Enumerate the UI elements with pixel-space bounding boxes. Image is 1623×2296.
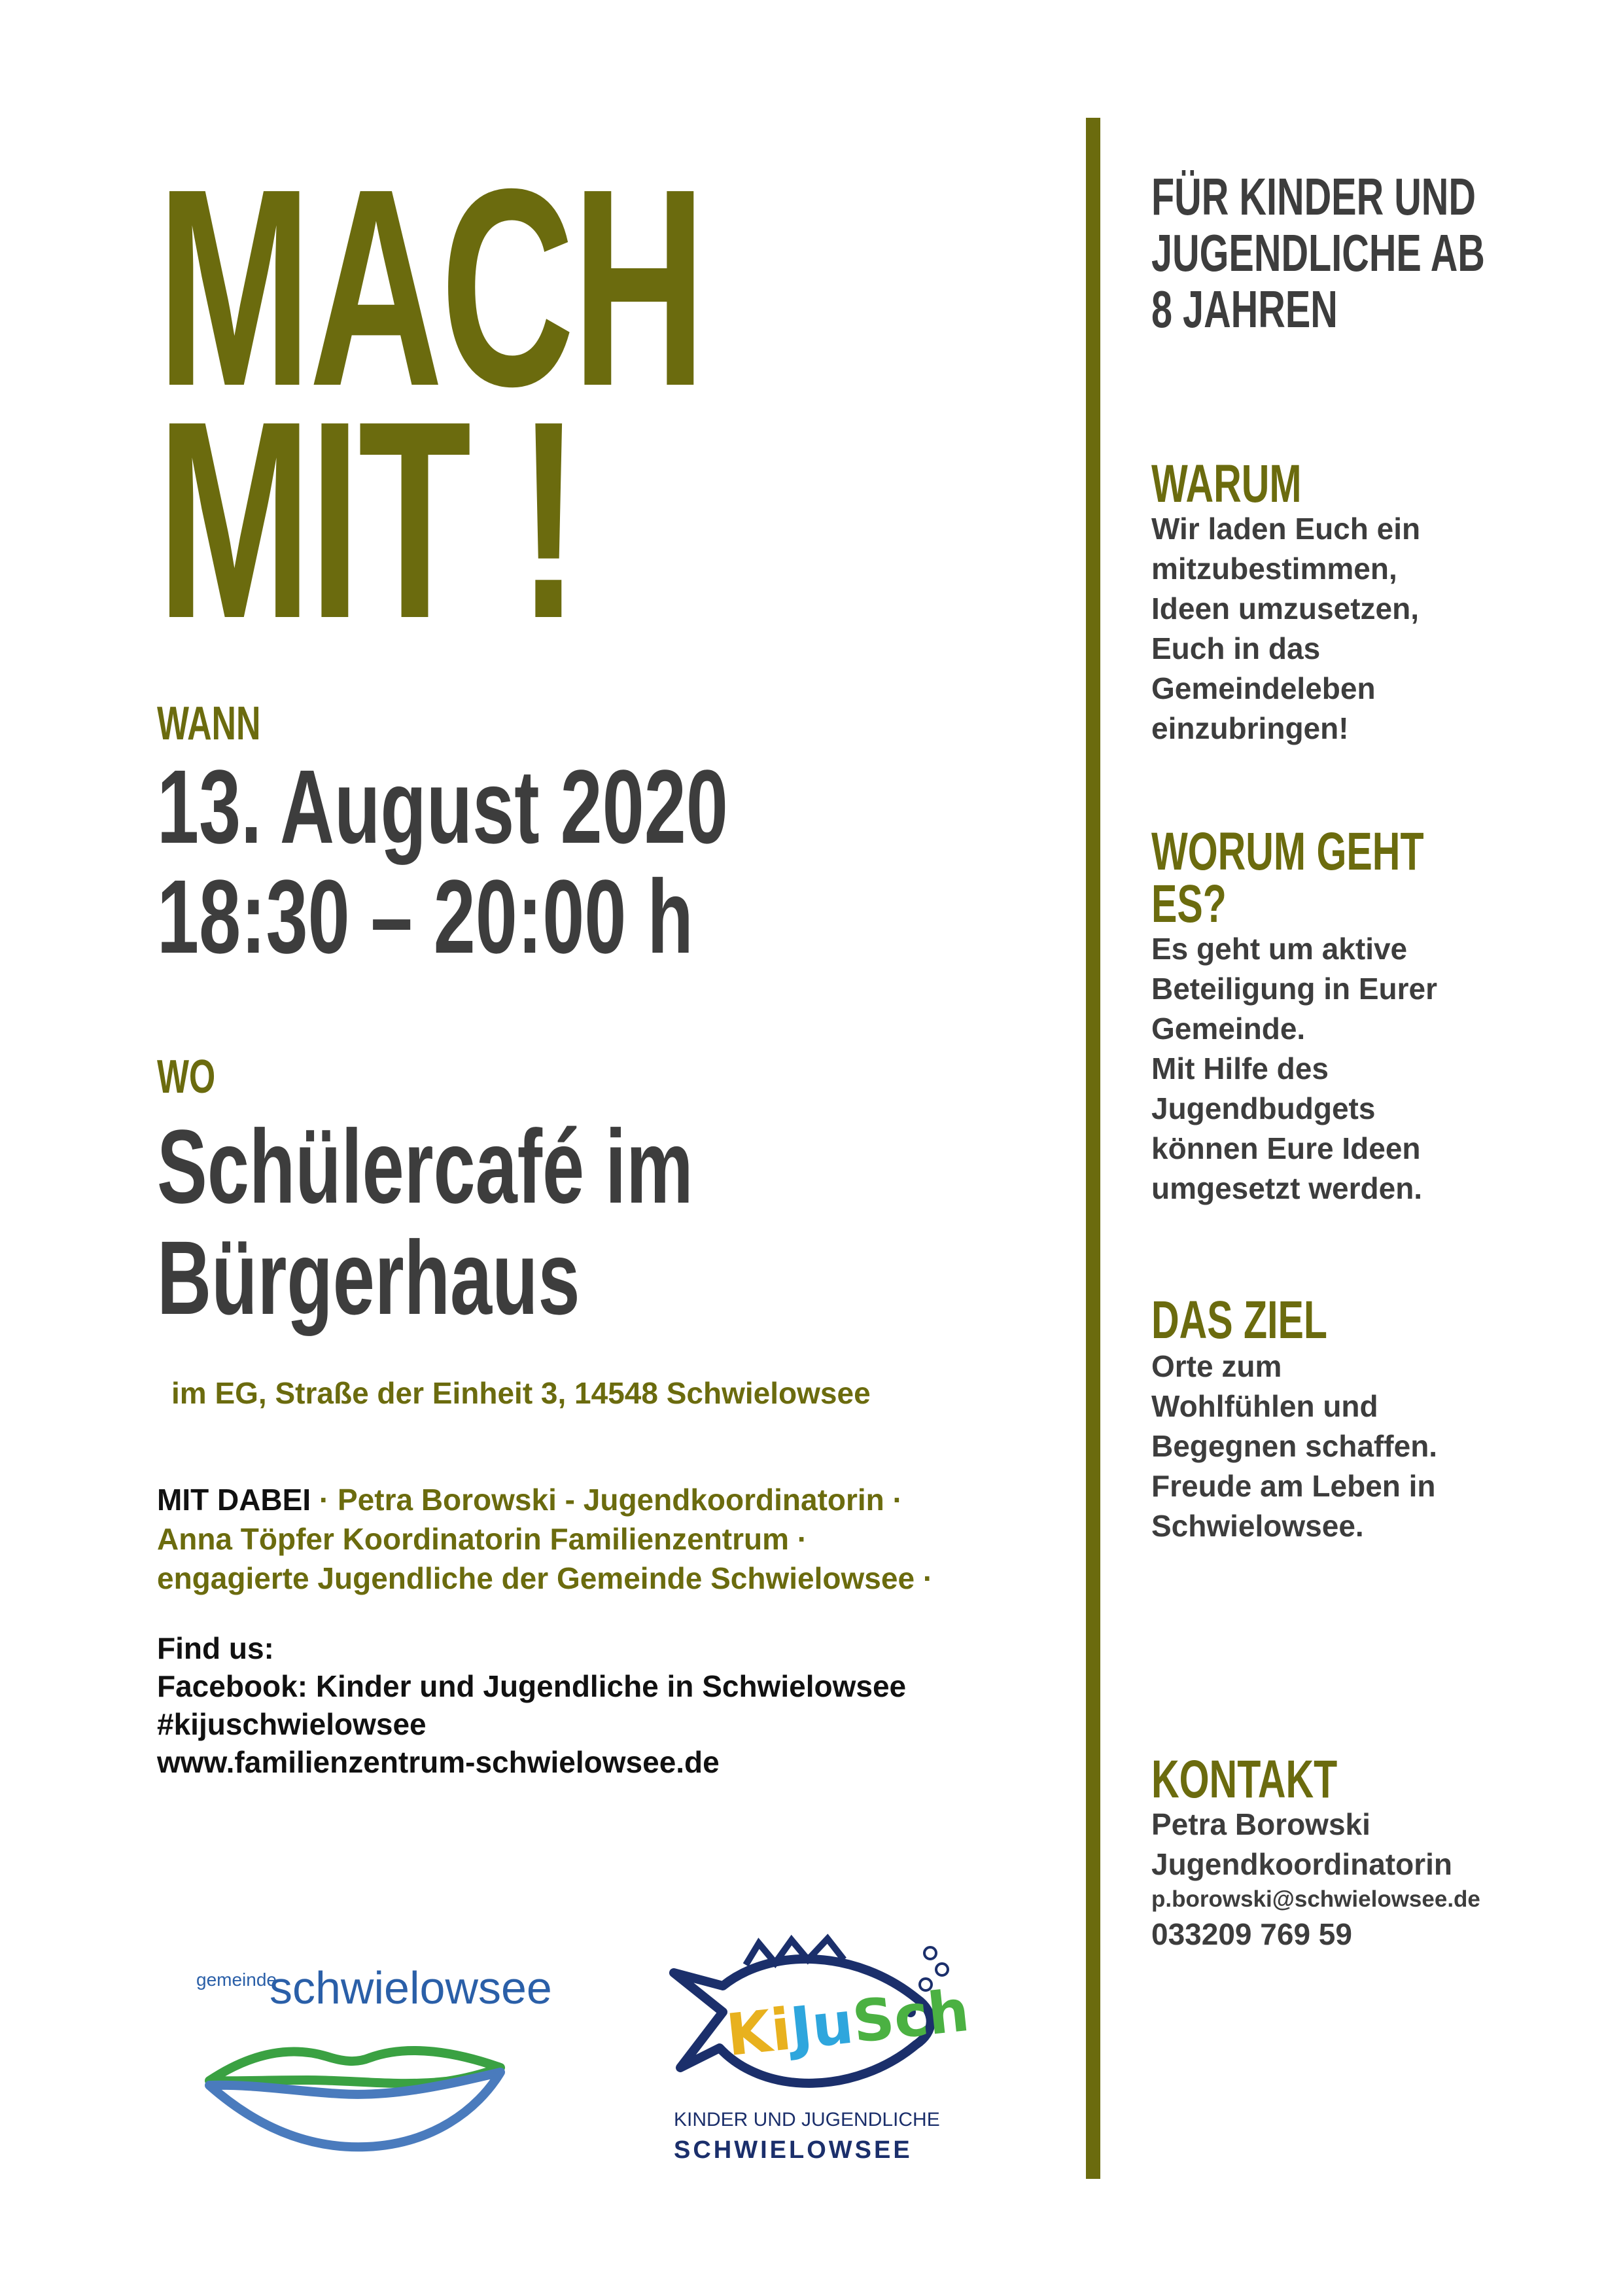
- kontakt-block: [1151, 1805, 1570, 1954]
- warum-line: Ideen umzusetzen,: [1151, 592, 1419, 626]
- kijusch-caption-1: KINDER UND JUGENDLICHE: [674, 2109, 940, 2130]
- warum-line: Euch in das: [1151, 631, 1321, 665]
- worum-line: umgesetzt werden.: [1151, 1171, 1423, 1205]
- participant-1: · Petra Borowski - Jugendkoordinatorin ·: [311, 1483, 903, 1517]
- participant-3: engagierte Jugendliche der Gemeinde Schwielowsee ·: [157, 1561, 934, 1595]
- audience-heading: [1151, 169, 1485, 338]
- kontakt-role: Jugendkoordinatorin: [1151, 1847, 1452, 1881]
- vertical-divider: [1086, 118, 1100, 2179]
- ziel-line: Orte zum: [1151, 1349, 1282, 1383]
- warum-line: Gemeindeleben: [1151, 671, 1376, 705]
- gemeinde-logo: [196, 1962, 589, 2159]
- audience-line-1: FÜR KINDER UND: [1151, 168, 1476, 226]
- audience-line-3: 8 JAHREN: [1151, 280, 1338, 338]
- kontakt-phone: 033209 769 59: [1151, 1917, 1352, 1951]
- find-us-block: [157, 1629, 1073, 1781]
- wo-label: WO: [157, 1051, 216, 1103]
- ziel-line: Begegnen schaffen.: [1151, 1429, 1438, 1463]
- ziel-line: Wohlfühlen und: [1151, 1389, 1378, 1423]
- wann-label: WANN: [157, 698, 261, 750]
- gemeinde-logo-small-text: gemeinde: [196, 1969, 277, 1990]
- kijusch-ju: Ju: [787, 1988, 857, 2062]
- participants-block: [157, 1480, 1073, 1598]
- worum-line: Mit Hilfe des: [1151, 1051, 1329, 1086]
- worum-text: [1151, 929, 1570, 1209]
- kontakt-heading: KONTAKT: [1151, 1750, 1338, 1809]
- event-time: 18:30 – 20:00 h: [157, 858, 693, 975]
- audience-line-2: JUGENDLICHE AB: [1151, 224, 1485, 282]
- hero-line-1: MACH: [157, 131, 704, 445]
- address: im EG, Straße der Einheit 3, 14548 Schwielowsee: [171, 1376, 871, 1410]
- warum-text: [1151, 509, 1570, 749]
- lips-icon: [203, 2032, 517, 2156]
- warum-line: mitzubestimmen,: [1151, 552, 1397, 586]
- find-us-label: Find us:: [157, 1631, 274, 1665]
- ziel-line: Freude am Leben in: [1151, 1469, 1436, 1503]
- warum-heading: WARUM: [1151, 454, 1302, 514]
- worum-line: Beteiligung in Eurer: [1151, 972, 1438, 1006]
- facebook-text: Facebook: Kinder und Jugendliche in Schwielowsee: [157, 1669, 907, 1703]
- worum-heading-line-1: WORUM GEHT: [1151, 822, 1424, 881]
- gemeinde-logo-name: schwielowsee: [270, 1962, 552, 2013]
- kontakt-email[interactable]: p.borowski@schwielowsee.de: [1151, 1886, 1480, 1912]
- event-date: 13. August 2020: [157, 748, 728, 865]
- ziel-heading: DAS ZIEL: [1151, 1290, 1327, 1350]
- ziel-text: [1151, 1347, 1570, 1546]
- warum-line: einzubringen!: [1151, 711, 1349, 745]
- hero-line-2: MIT !: [157, 363, 578, 677]
- worum-line: Gemeinde.: [1151, 1012, 1306, 1046]
- kijusch-ki: Ki: [723, 1995, 795, 2070]
- worum-line: Es geht um aktive: [1151, 932, 1408, 966]
- place-line-1: Schülercafé im: [157, 1108, 693, 1225]
- place-line-2: Bürgerhaus: [157, 1219, 580, 1336]
- worum-line: können Eure Ideen: [1151, 1131, 1421, 1165]
- mit-dabei-label: MIT DABEI: [157, 1483, 311, 1517]
- website-link[interactable]: www.familienzentrum-schwielowsee.de: [157, 1745, 720, 1779]
- participant-2: Anna Töpfer Koordinatorin Familienzentrum ·: [157, 1522, 808, 1556]
- worum-heading-line-2: ES?: [1151, 874, 1227, 934]
- kijusch-sch: Sch: [849, 1976, 973, 2056]
- kijusch-caption-2: SCHWIELOWSEE: [674, 2136, 913, 2164]
- worum-line: Jugendbudgets: [1151, 1091, 1376, 1125]
- hashtag-text: #kijuschwielowsee: [157, 1707, 427, 1741]
- worum-heading: [1151, 822, 1424, 934]
- ziel-line: Schwielowsee.: [1151, 1509, 1364, 1543]
- kontakt-name: Petra Borowski: [1151, 1807, 1370, 1841]
- warum-line: Wir laden Euch ein: [1151, 512, 1421, 546]
- kijusch-logo: [661, 1934, 973, 2176]
